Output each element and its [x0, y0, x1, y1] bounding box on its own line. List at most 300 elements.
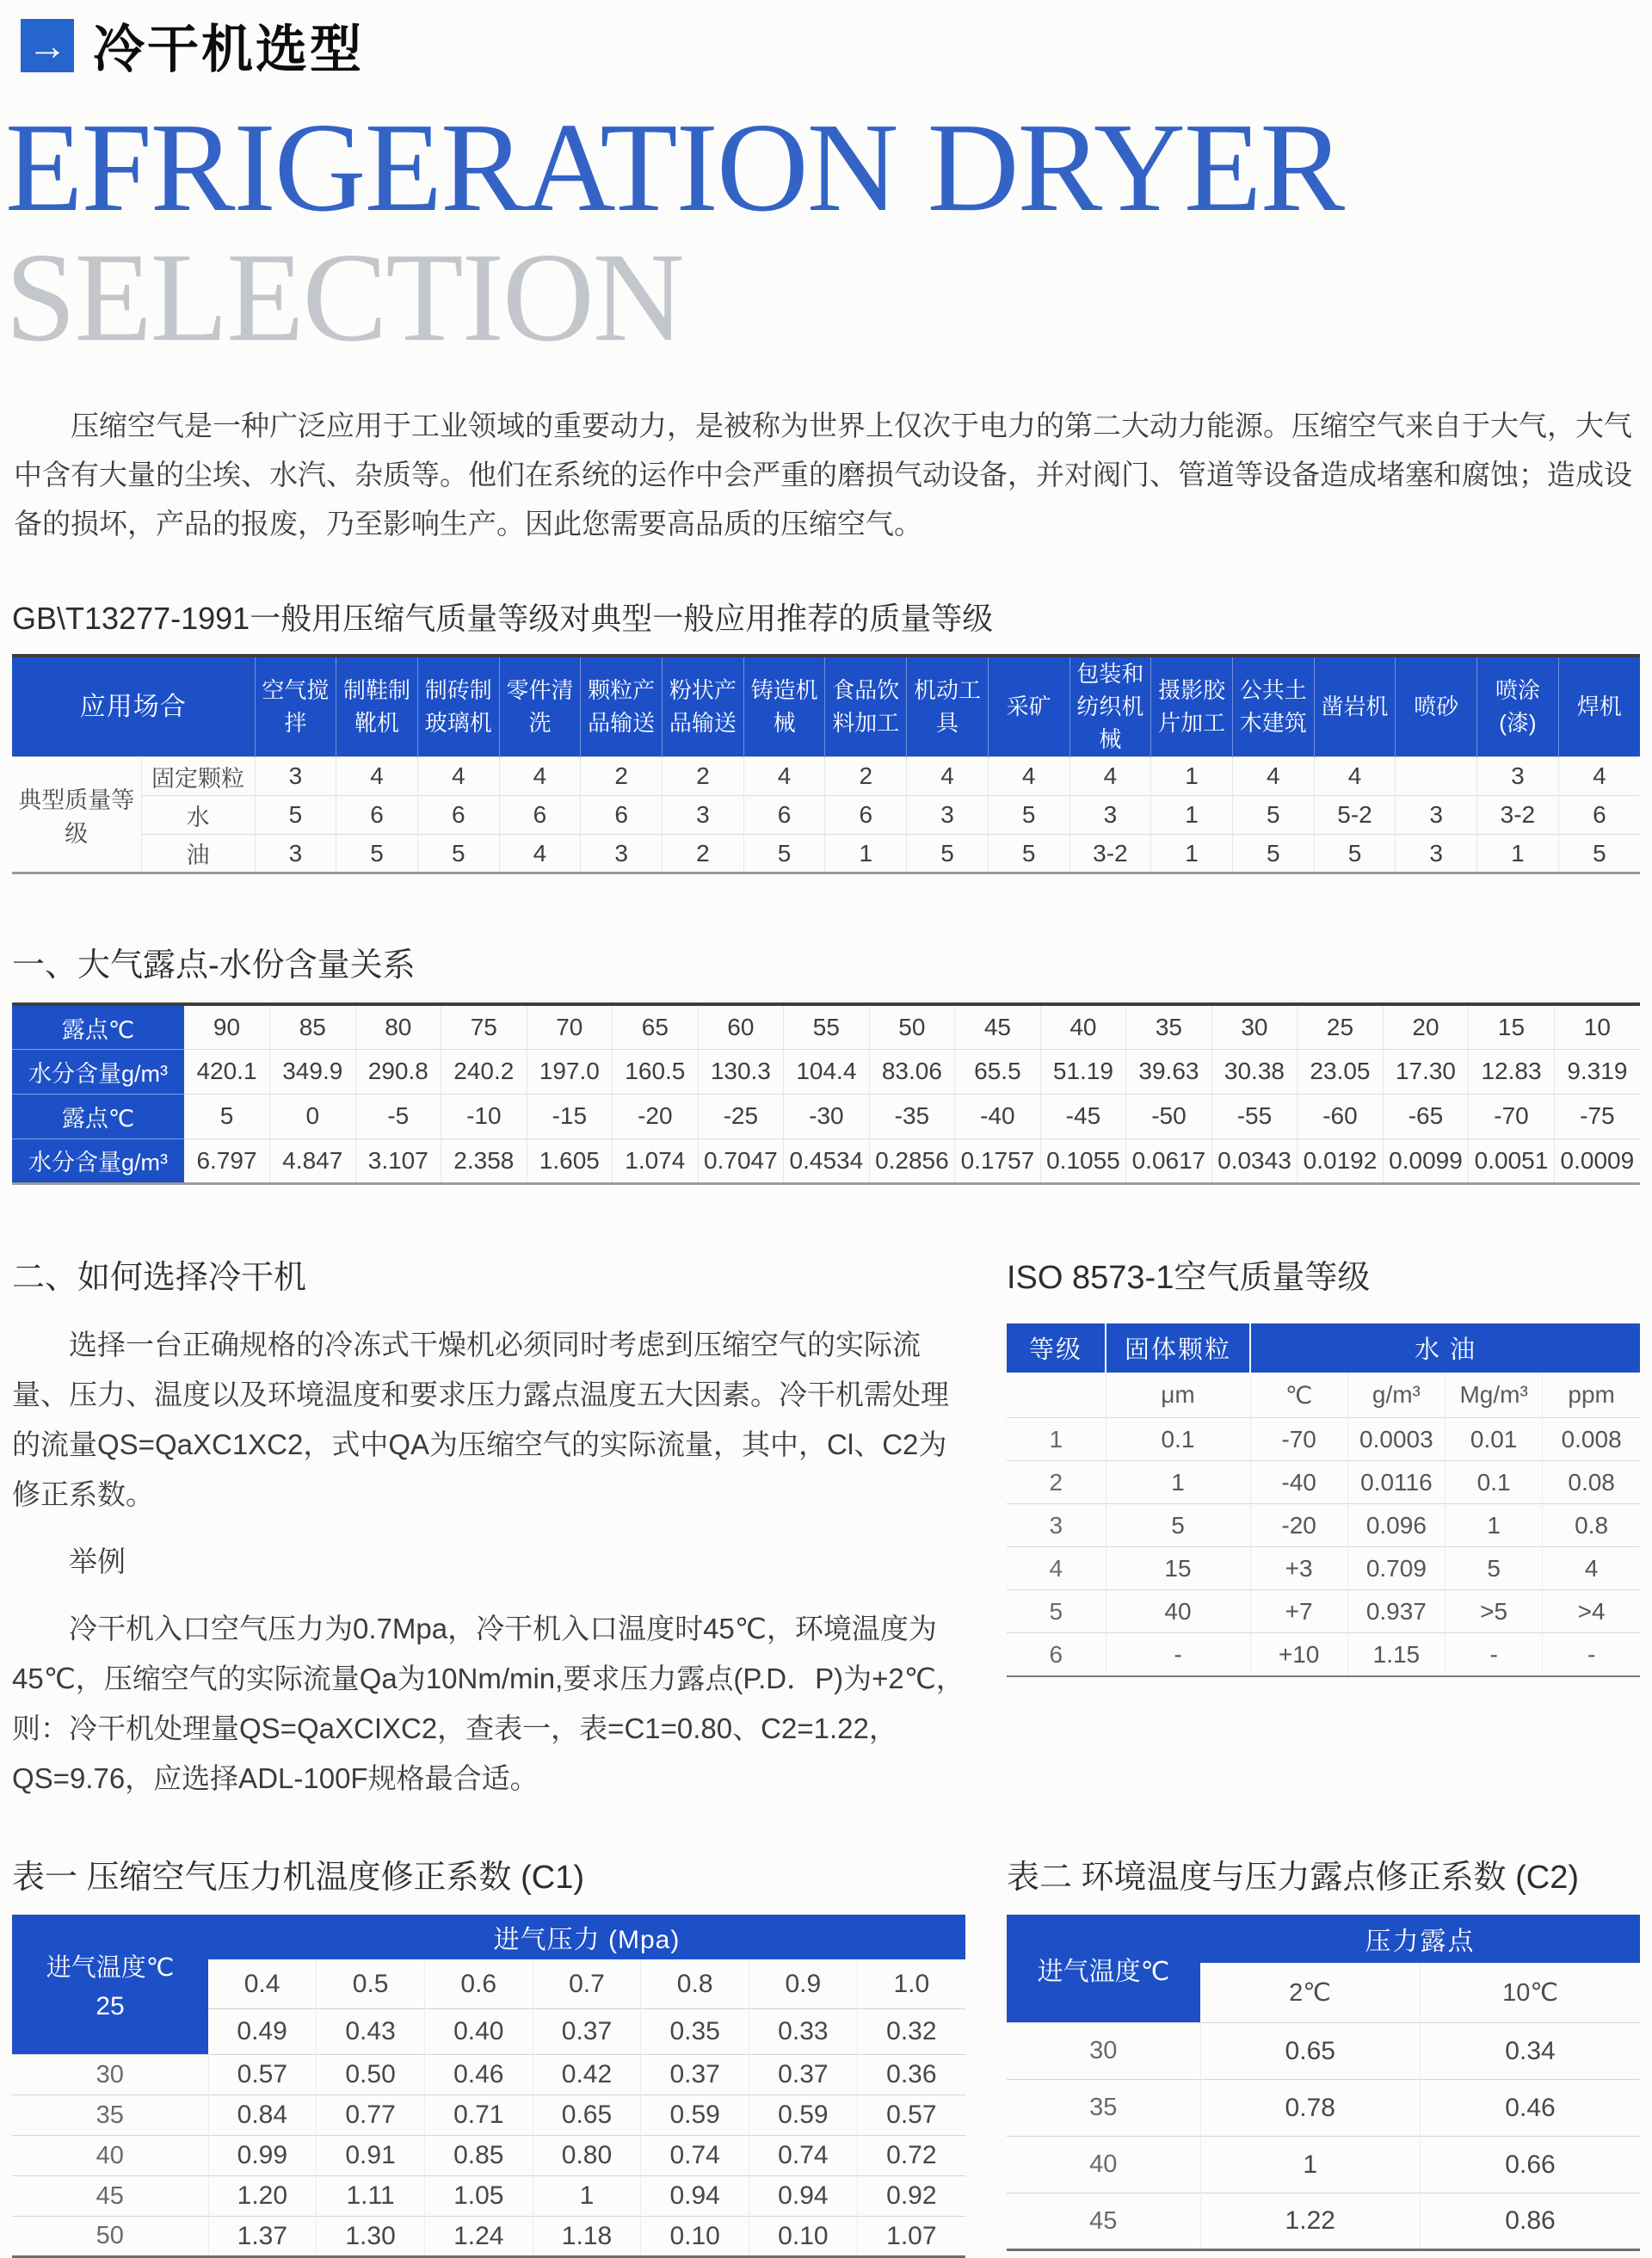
- c2-data-row: [1007, 2080, 1640, 2137]
- dew-point-table: [12, 1003, 1640, 1185]
- table-cell: 25: [1298, 1004, 1384, 1049]
- c1-corner-label: 进气温度℃: [46, 1953, 175, 1982]
- table-cell: 0.0617: [1126, 1138, 1212, 1183]
- table-cell: 1.07: [857, 2217, 965, 2257]
- table-cell: 4: [907, 757, 989, 796]
- table-cell: 0.937: [1347, 1590, 1445, 1633]
- c2-data-row: [1007, 2193, 1640, 2250]
- table-cell: 0.72: [857, 2136, 965, 2176]
- table-cell: 17.30: [1383, 1049, 1469, 1094]
- table-cell: 0.85: [424, 2136, 533, 2176]
- table-cell: 35: [1126, 1004, 1212, 1049]
- dew-row-label: 露点℃: [12, 1004, 184, 1049]
- table-cell: 0.10: [749, 2217, 858, 2257]
- table-cell: -35: [869, 1094, 955, 1138]
- c1-pressure-header: 进气压力 (Mpa): [208, 1915, 965, 1959]
- table-cell: 0.7: [533, 1959, 641, 2009]
- gb-quality-table: [12, 654, 1640, 875]
- table-cell: 3: [663, 796, 744, 835]
- table-cell: 240.2: [441, 1049, 527, 1094]
- table-cell: 1: [1446, 1504, 1543, 1547]
- table-cell: 零件清洗: [499, 656, 581, 757]
- c1-correction-table: [12, 1915, 965, 2258]
- table-cell: -10: [441, 1094, 527, 1138]
- correction-tables-columns: [12, 1850, 1640, 2258]
- table-cell: 6.797: [184, 1138, 270, 1183]
- table-cell: 1.22: [1200, 2193, 1421, 2250]
- table-cell: 1: [1477, 835, 1559, 873]
- table-cell: -40: [1250, 1461, 1347, 1504]
- table-cell: 15: [1469, 1004, 1555, 1049]
- table-cell: 90: [184, 1004, 270, 1049]
- section1-title: 一、大气露点-水份含量关系: [12, 947, 416, 984]
- table-cell: 6: [336, 796, 418, 835]
- table-cell: 0.33: [749, 2009, 858, 2055]
- c2-column: [1007, 1850, 1640, 2252]
- table-cell: 10: [1583, 1014, 1611, 1041]
- table-cell: 30: [12, 2055, 208, 2095]
- table-cell: 45: [12, 2176, 208, 2217]
- table-cell: 3.107: [355, 1138, 441, 1183]
- table-cell: 4: [1069, 757, 1151, 796]
- gb-table-title: GB\T13277-1991一般用压缩气质量等级对典型一般应用推荐的质量等级: [12, 600, 994, 636]
- table-cell: 0.10: [641, 2217, 749, 2257]
- table-cell: -25: [698, 1094, 784, 1138]
- c1-corner-cell: [12, 1915, 208, 2055]
- table-cell: 0.9: [749, 1959, 858, 2009]
- table-cell: 1: [1106, 1461, 1250, 1504]
- table-cell: 2: [581, 757, 663, 796]
- table-cell: 0.37: [533, 2009, 641, 2055]
- table-cell: 5: [907, 835, 989, 873]
- table-cell: 1: [825, 835, 907, 873]
- table-cell: -55: [1211, 1094, 1298, 1138]
- table-cell: 0.36: [857, 2055, 965, 2095]
- iso-header-solid: 固体颗粒: [1106, 1323, 1250, 1373]
- table-cell: -50: [1126, 1094, 1212, 1138]
- table-cell: 5: [184, 1094, 270, 1138]
- table-cell: 0.74: [641, 2136, 749, 2176]
- table-cell: 65.5: [955, 1049, 1041, 1094]
- table-cell: 0.8: [641, 1959, 749, 2009]
- table-cell: μm: [1106, 1373, 1250, 1418]
- table-cell: 0.94: [749, 2176, 858, 2217]
- table-cell: 0.65: [533, 2095, 641, 2136]
- table-cell: 粉状产品输送: [663, 656, 744, 757]
- table-cell: 2: [1007, 1461, 1106, 1504]
- dew-row-label: 水分含量g/m³: [12, 1138, 184, 1183]
- table-cell: 23.05: [1298, 1049, 1384, 1094]
- table-cell: 0.01: [1446, 1418, 1543, 1461]
- iso-header-water-oil: 水 油: [1250, 1323, 1640, 1373]
- table-cell: 5: [1446, 1547, 1543, 1590]
- table-cell: 5: [743, 835, 825, 873]
- table-cell: 0.34: [1421, 2023, 1641, 2080]
- iso-data-row: [1007, 1418, 1640, 1461]
- iso-data-row: [1007, 1504, 1640, 1547]
- table-cell: 0.43: [317, 2009, 425, 2055]
- table-cell: 1.18: [533, 2217, 641, 2257]
- table-cell: 1.24: [424, 2217, 533, 2257]
- table-cell: -45: [1040, 1094, 1126, 1138]
- table-cell: -40: [955, 1094, 1041, 1138]
- table-cell: 55: [784, 1004, 870, 1049]
- table-cell: >4: [1543, 1590, 1640, 1633]
- table-cell: [1396, 757, 1477, 796]
- gb-row-group-label: 典型质量等级: [12, 757, 141, 873]
- gb-row-label: 水: [141, 796, 255, 835]
- table-cell: 焊机: [1558, 656, 1640, 757]
- iso-table-title: ISO 8573-1空气质量等级: [1007, 1259, 1371, 1296]
- table-cell: 0.6: [424, 1959, 533, 2009]
- table-cell: g/m³: [1347, 1373, 1445, 1418]
- table-cell: 0.1: [1106, 1418, 1250, 1461]
- c2-correction-table: [1007, 1915, 1640, 2252]
- table-cell: 5: [1314, 835, 1396, 873]
- table-cell: >5: [1446, 1590, 1543, 1633]
- table-cell: 4.847: [270, 1138, 356, 1183]
- c2-table-title: 表二 环境温度与压力露点修正系数 (C2): [1007, 1859, 1580, 1896]
- table-cell: 0.78: [1200, 2080, 1421, 2137]
- table-cell: 35: [12, 2095, 208, 2136]
- table-cell: 1: [1200, 2137, 1421, 2193]
- table-cell: 104.4: [784, 1049, 870, 1094]
- iso-data-row: [1007, 1633, 1640, 1676]
- table-cell: -70: [1250, 1418, 1347, 1461]
- table-cell: 15: [1106, 1547, 1250, 1590]
- table-cell: 0.0116: [1347, 1461, 1445, 1504]
- table-cell: 4: [417, 757, 499, 796]
- table-cell: -15: [527, 1094, 613, 1138]
- table-cell: 40: [1106, 1590, 1250, 1633]
- table-cell: 制鞋制靴机: [336, 656, 418, 757]
- table-cell: 4: [1007, 1547, 1106, 1590]
- table-cell: 4: [499, 757, 581, 796]
- dew-row-label: 露点℃: [12, 1094, 184, 1138]
- table-cell: 5: [988, 796, 1069, 835]
- table-cell: 0.37: [749, 2055, 858, 2095]
- table-cell: -: [1446, 1633, 1543, 1676]
- c2-dewpoint-header: 压力露点: [1200, 1915, 1640, 1963]
- dew-row-label: 水分含量g/m³: [12, 1049, 184, 1094]
- table-cell: 0.80: [533, 2136, 641, 2176]
- c2-data-row: [1007, 2137, 1640, 2193]
- c1-table-title: 表一 压缩空气压力机温度修正系数 (C1): [12, 1859, 585, 1896]
- table-cell: 4: [1314, 757, 1396, 796]
- dew-row: [12, 1138, 1640, 1183]
- table-cell: 2.358: [441, 1138, 527, 1183]
- table-cell: 12.83: [1469, 1049, 1555, 1094]
- iso-header-grade: 等级: [1007, 1323, 1106, 1373]
- table-cell: 0.7047: [698, 1138, 784, 1183]
- table-cell: 0.92: [857, 2176, 965, 2217]
- table-cell: 0.40: [424, 2009, 533, 2055]
- table-cell: +10: [1250, 1633, 1347, 1676]
- table-cell: 130.3: [698, 1049, 784, 1094]
- table-cell: 83.06: [869, 1049, 955, 1094]
- table-cell: 喷涂(漆): [1477, 656, 1559, 757]
- table-cell: 4: [988, 757, 1069, 796]
- table-cell: 0.0003: [1347, 1418, 1445, 1461]
- table-cell: 0.91: [317, 2136, 425, 2176]
- table-cell: 420.1: [184, 1049, 270, 1094]
- c2-header-row: [1007, 1915, 1640, 1963]
- table-cell: 51.19: [1040, 1049, 1126, 1094]
- table-cell: 4: [743, 757, 825, 796]
- table-cell: 1.20: [208, 2176, 317, 2217]
- table-cell: 0.08: [1543, 1461, 1640, 1504]
- table-cell: 2℃: [1200, 1963, 1421, 2023]
- table-cell: 50: [869, 1004, 955, 1049]
- gb-row-label: 固定颗粒: [141, 757, 255, 796]
- section2-title: 二、如何选择冷干机: [12, 1259, 307, 1296]
- table-cell: 机动工具: [907, 656, 989, 757]
- table-cell: 摄影胶片加工: [1151, 656, 1233, 757]
- table-cell: 0.74: [749, 2136, 858, 2176]
- iso-subheader-row: [1007, 1373, 1640, 1418]
- table-cell: 5: [1232, 835, 1314, 873]
- table-cell: 0.65: [1200, 2023, 1421, 2080]
- table-cell: 空气搅拌: [255, 656, 336, 757]
- table-cell: -5: [355, 1094, 441, 1138]
- table-cell: 290.8: [355, 1049, 441, 1094]
- table-cell: 30: [1211, 1004, 1298, 1049]
- table-cell: 20: [1383, 1004, 1469, 1049]
- table-cell: 1.074: [613, 1138, 699, 1183]
- table-cell: 1: [1151, 835, 1233, 873]
- table-cell: 4: [499, 835, 581, 873]
- table-cell: 采矿: [988, 656, 1069, 757]
- table-cell: 0.2856: [869, 1138, 955, 1183]
- table-cell: 6: [581, 796, 663, 835]
- table-cell: 1: [533, 2176, 641, 2217]
- table-cell: 0.94: [641, 2176, 749, 2217]
- section2-columns: [12, 1250, 1640, 1804]
- table-cell: 6: [743, 796, 825, 835]
- table-cell: 0.50: [317, 2055, 425, 2095]
- table-cell: 0.0051: [1469, 1138, 1555, 1183]
- section2-example-label: 举例: [69, 1545, 126, 1577]
- table-cell: -: [1106, 1633, 1250, 1676]
- c1-data-row: [12, 2176, 965, 2217]
- gb-header-row: [12, 656, 1640, 757]
- table-cell: 30: [1007, 2023, 1200, 2080]
- table-cell: 公共土木建筑: [1232, 656, 1314, 757]
- table-cell: 铸造机械: [743, 656, 825, 757]
- table-cell: 0.86: [1421, 2193, 1641, 2250]
- c1-data-row: [12, 2055, 965, 2095]
- table-cell: 2: [663, 835, 744, 873]
- table-cell: 6: [417, 796, 499, 835]
- table-cell: 1.0: [893, 1969, 930, 1998]
- table-cell: 2: [663, 757, 744, 796]
- table-cell: 35: [1007, 2080, 1200, 2137]
- table-cell: 5-2: [1314, 796, 1396, 835]
- table-cell: 0.0009: [1554, 1138, 1640, 1183]
- iso-column: [1007, 1250, 1640, 1677]
- table-cell: 1.15: [1347, 1633, 1445, 1676]
- table-cell: 9.319: [1554, 1049, 1640, 1094]
- table-cell: 65: [613, 1004, 699, 1049]
- table-cell: 0.59: [641, 2095, 749, 2136]
- table-cell: 3-2: [1477, 796, 1559, 835]
- iso-data-row: [1007, 1461, 1640, 1504]
- table-cell: 70: [527, 1004, 613, 1049]
- table-cell: 45: [1007, 2193, 1200, 2250]
- table-cell: 0.0343: [1211, 1138, 1298, 1183]
- table-cell: +3: [1250, 1547, 1347, 1590]
- table-cell: 0.84: [208, 2095, 317, 2136]
- table-cell: 颗粒产品输送: [581, 656, 663, 757]
- dew-row: [12, 1004, 1640, 1049]
- gb-row-water: [12, 796, 1640, 835]
- section2-paragraph: 选择一台正确规格的冷冻式干燥机必须同时考虑到压缩空气的实际流量、压力、温度以及环境温度和要求压力露点温度五大因素。冷干机需处理的流量QS=QaXC1XC2，式中QA为压缩空气的实际流量，其中，Cl、C2为修正系数。: [12, 1328, 949, 1510]
- table-cell: 10℃: [1502, 1979, 1558, 2008]
- table-cell: 喷砂: [1396, 656, 1477, 757]
- table-cell: 349.9: [270, 1049, 356, 1094]
- iso-quality-table: [1007, 1323, 1640, 1677]
- table-cell: 5: [1007, 1590, 1106, 1633]
- c1-data-row: [12, 2136, 965, 2176]
- table-cell: 40: [12, 2136, 208, 2176]
- table-cell: 0.1055: [1040, 1138, 1126, 1183]
- table-cell: 0.46: [1421, 2080, 1641, 2137]
- table-cell: 50: [12, 2217, 208, 2257]
- table-cell: 3: [255, 757, 336, 796]
- table-cell: 30.38: [1211, 1049, 1298, 1094]
- c1-corner-value: 25: [96, 1991, 125, 2020]
- table-cell: 1.11: [317, 2176, 425, 2217]
- c1-column: [12, 1850, 965, 2258]
- table-cell: 3: [1007, 1504, 1106, 1547]
- table-cell: 包装和纺织机械: [1069, 656, 1151, 757]
- table-cell: 0.57: [208, 2055, 317, 2095]
- table-cell: 39.63: [1126, 1049, 1212, 1094]
- gb-row-label: 油: [141, 835, 255, 873]
- table-cell: 160.5: [613, 1049, 699, 1094]
- table-cell: 1.05: [424, 2176, 533, 2217]
- table-cell: 5: [1232, 796, 1314, 835]
- table-cell: 3: [1069, 796, 1151, 835]
- table-cell: 5: [255, 796, 336, 835]
- table-cell: -65: [1383, 1094, 1469, 1138]
- table-cell: 凿岩机: [1314, 656, 1396, 757]
- table-cell: 80: [355, 1004, 441, 1049]
- table-cell: 0.0192: [1298, 1138, 1384, 1183]
- dew-row: [12, 1094, 1640, 1138]
- table-cell: -60: [1298, 1094, 1384, 1138]
- table-cell: Mg/m³: [1446, 1373, 1543, 1418]
- table-cell: 1.37: [208, 2217, 317, 2257]
- table-cell: -20: [613, 1094, 699, 1138]
- table-cell: 6: [499, 796, 581, 835]
- iso-data-row: [1007, 1547, 1640, 1590]
- iso-header-row: [1007, 1323, 1640, 1373]
- table-cell: 5: [336, 835, 418, 873]
- table-cell: 0.35: [641, 2009, 749, 2055]
- table-cell: 1.30: [317, 2217, 425, 2257]
- dew-row: [12, 1049, 1640, 1094]
- table-cell: ppm: [1568, 1381, 1615, 1409]
- section2-text-column: [12, 1250, 965, 1804]
- table-cell: 6: [1007, 1633, 1106, 1676]
- table-cell: 75: [441, 1004, 527, 1049]
- table-cell: -20: [1250, 1504, 1347, 1547]
- section2-example-paragraph: 冷干机入口空气压力为0.7Mpa，冷干机入口温度时45℃，环境温度为45℃，压缩空气的实际流量Qa为10Nm/min,要求压力露点(P.D．P)为+2℃，则：冷干机处理量QS=QaXCIXC2，查表一，表=C1=0.80、C2=1.22，QS=9.76，应选择ADL-100F规格最合适。: [12, 1612, 965, 1794]
- table-cell: 1.605: [527, 1138, 613, 1183]
- table-cell: 5: [1558, 835, 1640, 873]
- table-cell: 3: [255, 835, 336, 873]
- table-cell: 0.096: [1347, 1504, 1445, 1547]
- big-title-line1: EFRIGERATION DRYER: [5, 97, 1344, 238]
- table-cell: 2: [825, 757, 907, 796]
- table-cell: 0.32: [857, 2009, 965, 2055]
- big-title-line2: SELECTION: [5, 226, 683, 368]
- table-cell: 0.37: [641, 2055, 749, 2095]
- table-cell: ℃: [1250, 1373, 1347, 1418]
- table-cell: 3: [1477, 757, 1559, 796]
- table-cell: 3: [581, 835, 663, 873]
- table-cell: 4: [1543, 1547, 1640, 1590]
- table-cell: 197.0: [527, 1049, 613, 1094]
- c2-corner-cell: 进气温度℃: [1007, 1915, 1200, 2023]
- table-cell: 0.709: [1347, 1547, 1445, 1590]
- table-cell: 1: [1151, 796, 1233, 835]
- table-cell: 4: [1558, 757, 1640, 796]
- table-cell: 85: [270, 1004, 356, 1049]
- intro-paragraph: 压缩空气是一种广泛应用于工业领域的重要动力，是被称为世界上仅次于电力的第二大动力能源。压缩空气来自于大气，大气中含有大量的尘埃、水汽、杂质等。他们在系统的运作中会严重的磨损气动设备，并对阀门、管道等设备造成堵塞和腐蚀；造成设备的损坏，产品的报废，乃至影响生产。因此您需要高品质的压缩空气。: [14, 409, 1632, 540]
- table-cell: 食品饮料加工: [825, 656, 907, 757]
- page-title: 冷干机选型: [93, 21, 364, 78]
- table-cell: 6: [1558, 796, 1640, 835]
- table-cell: 0.5: [317, 1959, 425, 2009]
- table-cell: 4: [336, 757, 418, 796]
- page-header: [21, 0, 1640, 83]
- table-cell: 5: [1106, 1504, 1250, 1547]
- table-cell: 0.8: [1543, 1504, 1640, 1547]
- table-cell: 0.008: [1543, 1418, 1640, 1461]
- table-cell: -70: [1469, 1094, 1555, 1138]
- table-cell: 5: [988, 835, 1069, 873]
- table-cell: 0.77: [317, 2095, 425, 2136]
- table-cell: 0.0099: [1383, 1138, 1469, 1183]
- table-cell: 3-2: [1069, 835, 1151, 873]
- table-cell: 0.66: [1421, 2137, 1641, 2193]
- table-cell: 0.4: [208, 1959, 317, 2009]
- table-cell: -30: [784, 1094, 870, 1138]
- table-cell: 3: [1396, 835, 1477, 873]
- table-cell: -: [1543, 1633, 1640, 1676]
- table-cell: 0.49: [208, 2009, 317, 2055]
- table-cell: 0.42: [533, 2055, 641, 2095]
- table-cell: 1: [1007, 1418, 1106, 1461]
- table-cell: 3: [907, 796, 989, 835]
- table-cell: 40: [1040, 1004, 1126, 1049]
- table-cell: 6: [825, 796, 907, 835]
- table-cell: 0.46: [424, 2055, 533, 2095]
- gb-corner-cell: 应用场合: [12, 656, 255, 757]
- table-cell: 0: [270, 1094, 356, 1138]
- iso-subheader-empty: [1007, 1373, 1106, 1418]
- table-cell: 45: [955, 1004, 1041, 1049]
- table-cell: 制砖制玻璃机: [417, 656, 499, 757]
- table-cell: -75: [1554, 1094, 1640, 1138]
- table-cell: 0.59: [749, 2095, 858, 2136]
- table-cell: 0.1757: [955, 1138, 1041, 1183]
- table-cell: 60: [698, 1004, 784, 1049]
- c1-data-row: [12, 2095, 965, 2136]
- c1-header-row: [12, 1915, 965, 1959]
